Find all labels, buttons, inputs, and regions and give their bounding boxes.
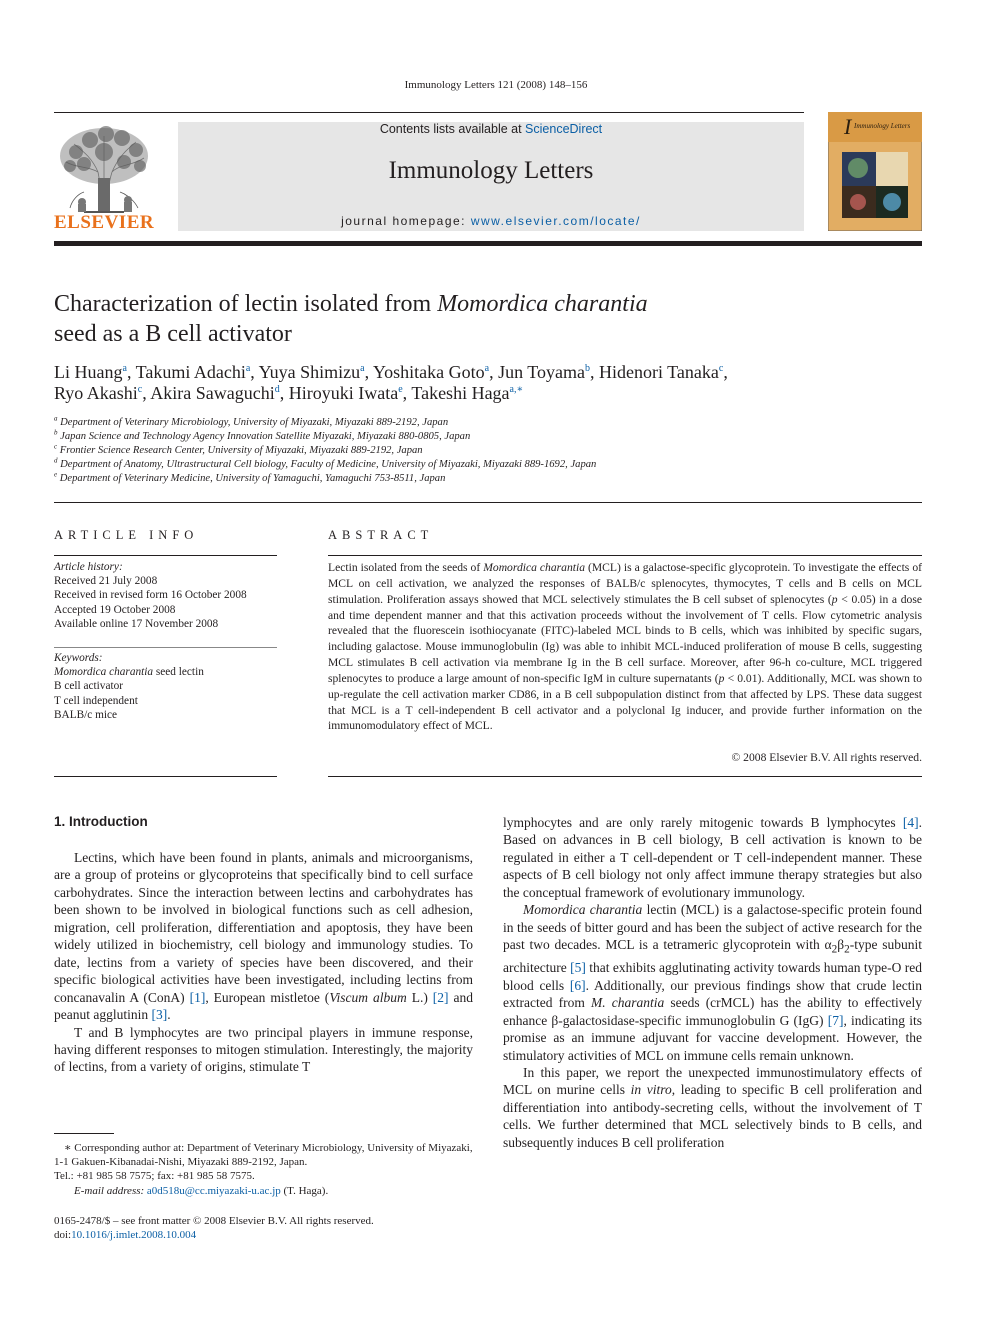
author-affiliation-mark[interactable]: b — [584, 363, 590, 374]
author-affiliation-mark[interactable]: e — [398, 384, 403, 395]
article-info-rule — [54, 555, 277, 556]
history-item-online: Available online 17 November 2008 — [54, 617, 219, 630]
intro-paragraph-4 — [503, 1064, 922, 1151]
history-label: Article history: — [54, 561, 123, 573]
author-affiliation-mark[interactable]: a — [122, 363, 127, 374]
affiliation-text: Department of Veterinary Medicine, University of Yamaguchi, Yamaguchi 753-8511, Japan — [59, 473, 446, 484]
affiliation-list — [54, 416, 922, 486]
text-seg: and peanut agglutinin — [54, 989, 473, 1023]
title-part2: seed as a B cell activator — [54, 321, 292, 347]
author-name: Yoshitaka Goto — [372, 362, 485, 382]
article-history — [54, 560, 277, 631]
affiliation-mark: e — [54, 470, 58, 479]
text-seg: that exhibits agglutinating activity towards human type-O red blood cells — [503, 960, 922, 993]
affiliations-rule — [54, 502, 922, 503]
author-name: Takumi Adachi — [135, 362, 246, 382]
author-separator: , — [142, 383, 151, 403]
sciencedirect-link[interactable]: ScienceDirect — [525, 122, 603, 136]
author-separator: , — [279, 383, 289, 403]
homepage-link[interactable]: www.elsevier.com/locate/ — [470, 214, 641, 228]
text-species: Momordica charantia — [523, 902, 643, 918]
body-column-right — [503, 814, 922, 1151]
abstract-p-value: p — [831, 592, 838, 606]
abstract-species: Momordica charantia — [483, 561, 585, 574]
text-seg: -type subunit architecture — [503, 937, 922, 976]
affiliation-mark: d — [54, 456, 58, 465]
author-separator: , — [364, 362, 373, 382]
abstract-seg: (MCL) is a galactose-specific glycoprotein. To investigate the effects of MCL on cell activation, we analyzed the responses of BALB/c splenocytes, thymocytes, T cells and B cells on MCL stimulation. Proliferation assays showed that MCL selectively stimulates the B cell subset of splenocytes ( — [328, 561, 922, 606]
title-part1: Characterization of lectin isolated from — [54, 291, 438, 317]
text-seg: β — [837, 937, 845, 953]
keyword-rest: seed lectin — [153, 666, 204, 679]
footnote-rule — [54, 1133, 114, 1134]
doi-line — [54, 1228, 473, 1242]
text-seg: seeds (crMCL) has the ability to effectively enhance β-galactosidase-specific immunoglobulin G (IgG) — [503, 995, 922, 1028]
doi-label: doi: — [54, 1229, 72, 1242]
email-suffix: (T. Haga). — [280, 1184, 329, 1197]
text-species: M. charantia — [590, 995, 665, 1011]
citation-link-2[interactable]: [2] — [432, 989, 449, 1005]
text-seg: , indicating its promise as an immune adjuvant for vaccine development. However, the stimulatory activities of MCL on immune cells remain unknown. — [503, 1012, 922, 1063]
author-separator: , — [250, 362, 259, 382]
footnote-star: ∗ — [64, 1142, 72, 1154]
affiliation-text: Department of Anatomy, Ultrastructural Cell biology, Faculty of Medicine, University of Miyazaki, Miyazaki 889-1692, Japan — [60, 459, 597, 470]
text-seg: lymphocytes and are only rarely mitogenic towards B lymphocytes — [503, 815, 903, 830]
text-seg: L.) — [406, 989, 433, 1005]
keywords-divider — [54, 647, 277, 648]
running-head: Immunology Letters 121 (2008) 148–156 — [404, 79, 588, 91]
subscript: 2 — [831, 943, 838, 956]
abstract-text — [328, 560, 922, 734]
footnote-tel: Tel.: +81 985 58 7575; fax: +81 985 58 7575. — [54, 1170, 255, 1183]
article-info-bottom-rule — [54, 776, 277, 777]
author-name: Ryo Akashi — [54, 383, 138, 403]
affiliation-text: Department of Veterinary Microbiology, University of Miyazaki, Miyazaki 889-2192, Japan — [60, 417, 449, 428]
top-rule — [54, 112, 804, 113]
abstract-rule — [328, 555, 922, 556]
author-affiliation-mark[interactable]: d — [274, 384, 280, 395]
keywords-label: Keywords: — [54, 652, 103, 664]
author-separator: , — [126, 362, 136, 382]
author-name: Hidenori Tanaka — [598, 362, 719, 382]
keyword-item: B cell activator — [54, 680, 124, 693]
affiliation-text: Frontier Science Research Center, University of Miyazaki, Miyazaki 889-2192, Japan — [59, 445, 423, 456]
body-column-left — [54, 849, 473, 1076]
footnote-email — [54, 1184, 473, 1198]
author-name: Li Huang — [54, 362, 123, 382]
text-seg: . Based on advances in B cell biology, B cell activation is known to be regulated in either a T cell-dependent or T cell-independent manner. These aspects of B cell biology not only affect immune therapy strategies but also the conceptual framework of evolutionary immunology. — [503, 815, 922, 900]
author-list — [54, 362, 922, 404]
author-name: Jun Toyama — [498, 362, 585, 382]
citation-link-1[interactable]: [1] — [189, 989, 206, 1005]
affiliation-item — [54, 416, 922, 430]
cover-title: Immunology Letters — [854, 122, 911, 130]
keyword-item: T cell independent — [54, 694, 138, 707]
article-title — [54, 289, 854, 349]
footnote-corresponding — [54, 1141, 473, 1169]
author-affiliation-mark[interactable]: c — [718, 363, 724, 374]
abstract-copyright: © 2008 Elsevier B.V. All rights reserved. — [731, 751, 922, 764]
citation-link-3[interactable]: [3] — [151, 1007, 168, 1023]
author-separator: , — [489, 362, 499, 382]
author-name: Akira Sawaguchi — [150, 383, 275, 403]
keyword-item: BALB/c mice — [54, 708, 118, 721]
author-affiliation-mark[interactable]: a — [360, 363, 365, 374]
text-seg: . Additionally, our previous findings show that crude lectin extracted from — [503, 977, 922, 1011]
journal-cover-thumbnail[interactable] — [828, 112, 922, 231]
citation-link-7[interactable]: [7] — [827, 1012, 844, 1028]
issn-line: 0165-2478/$ – see front matter © 2008 Elsevier B.V. All rights reserved. — [54, 1215, 374, 1227]
footnote-text: Corresponding author at: Department of Veterinary Microbiology, University of Miyazaki, 1-1 Gakuen-Kibanadai-Nishi, Miyazaki 889-2192, Japan. — [54, 1142, 473, 1169]
doi-link[interactable]: 10.1016/j.imlet.2008.10.004 — [71, 1229, 197, 1242]
author-name: Yuya Shimizu — [258, 362, 361, 382]
text-seg: , leading to specific B cell proliferation and differentiation into antibody-secreting cells, without the involvement of T cells. We further determined that MCL selectively binds to B cells, and subsequently induces B cell proliferation — [503, 1082, 923, 1150]
affiliation-item — [54, 430, 922, 444]
text-seg: In this paper, we report the unexpected immunostimulatory effects of MCL on murine cells — [503, 1065, 922, 1098]
intro-paragraph-3 — [503, 901, 922, 1064]
journal-name: Immunology Letters — [388, 157, 594, 184]
text-in-vitro: in vitro — [630, 1082, 672, 1098]
masthead-thick-rule — [54, 241, 922, 246]
author-affiliation-mark[interactable]: a — [484, 363, 490, 374]
author-affiliation-mark[interactable]: a — [245, 363, 251, 374]
affiliation-mark: b — [54, 428, 58, 437]
intro-paragraph-1 — [54, 849, 473, 1024]
contents-prefix: Contents lists available at — [379, 122, 526, 136]
affiliation-mark: c — [54, 442, 58, 451]
history-item-accepted: Accepted 19 October 2008 — [54, 603, 176, 616]
abstract-heading: ABSTRACT — [328, 528, 434, 542]
text-species: Viscum album — [329, 989, 407, 1005]
affiliation-item — [54, 472, 922, 486]
intro-paragraph-2-cont — [503, 814, 922, 901]
author-name: Hiroyuki Iwata — [288, 383, 399, 403]
title-species: Momordica charantia — [437, 291, 648, 317]
abstract-seg: < 0.05) in a dose and time dependent manner and that this activation proceeds without the involvement of T cells. Flow cytometric analysis revealed that the fluorescein isothiocyanate (FITC)-labeled MCL binds to B cells, which was inhibited by specific sugars, including galactose. Mouse immunoglobulin (Ig) was able to inhibit MCL-induced proliferation of mouse B cells, suggesting MCL stimulates B cell activation via membrane Ig in the B cell surface. Moreover, after 96-h co-culture, MCL triggered splenocytes to produce a large amount of non-specific IgM in culture supernatants ( — [328, 592, 922, 685]
abstract-seg: < 0.01). Additionally, MCL was shown to up-regulate the cell activation marker CD86, in a B cell subpopulation distinct from that affected by LPS. These data suggest that MCL is a T cell-independent B cell activator and a polyclonal Ig inducer, and provide further information on the immunomodulatory effect of MCL. — [328, 671, 922, 733]
author-separator: , — [723, 362, 728, 382]
email-link[interactable]: a0d518u@cc.miyazaki-u.ac.jp — [146, 1184, 281, 1197]
article-identifiers — [54, 1214, 473, 1242]
citation-link-6[interactable]: [6] — [569, 977, 586, 993]
cover-title-initial: I — [844, 114, 852, 139]
elsevier-wordmark: ELSEVIER — [54, 212, 155, 233]
citation-link-5[interactable]: [5] — [570, 960, 586, 976]
keywords — [54, 651, 277, 722]
homepage-line — [178, 214, 804, 228]
author-affiliation-mark[interactable]: c — [137, 384, 143, 395]
homepage-prefix: journal homepage: — [341, 214, 471, 228]
contents-line — [178, 122, 804, 136]
section-heading-introduction: 1. Introduction — [54, 814, 148, 829]
affiliation-mark: a — [54, 414, 58, 423]
keyword-species: Momordica charantia — [54, 666, 154, 679]
keyword-item — [54, 665, 277, 679]
citation-link-4[interactable]: [4] — [902, 815, 919, 830]
text-seg: , European mistletoe ( — [205, 989, 330, 1005]
author-name: Takeshi Haga — [411, 383, 510, 403]
affiliation-item — [54, 458, 922, 472]
abstract-p-value: p — [718, 671, 725, 685]
abstract-seg: Lectin isolated from the seeds of — [328, 561, 484, 574]
abstract-bottom-rule — [328, 776, 922, 777]
history-item-received: Received 21 July 2008 — [54, 575, 158, 588]
text-seg: . — [167, 1007, 171, 1023]
history-item-revised: Received in revised form 16 October 2008 — [54, 589, 247, 602]
corresponding-author-footnote — [54, 1141, 473, 1198]
text-seg: Lectins, which have been found in plants, animals and microorganisms, are a group of proteins or glycoproteins that specifically bind to cell surface carbohydrates. Since the interaction between lectins and carbohydrates has been shown to be involved in biological functions such as cell adhesion, migration, cell proliferation, differentiation and apoptosis, they have been widely utilized in biochemistry, cell biology and immunology studies. To date, lectins from a variety of species have been discovered, and their specific biological activities have been investigated, including lectins from concanavalin A (ConA) — [54, 850, 473, 1005]
email-label: E-mail address: — [74, 1184, 147, 1197]
affiliation-item — [54, 444, 922, 458]
subscript: 2 — [844, 943, 850, 956]
affiliation-text: Japan Science and Technology Agency Innovation Satellite Miyazaki, Miyazaki 880-0805, Japan — [60, 431, 471, 442]
author-separator: , — [402, 383, 412, 403]
author-separator: , — [589, 362, 599, 382]
intro-paragraph-2: T and B lymphocytes are two principal players in immune response, having different responses to mitogen stimulation. Interestingly, the majority of lectins, from a variety of origins, stimulate T — [54, 1024, 473, 1075]
text-seg: lectin (MCL) is a galactose-specific protein found in the seeds of bitter gourd and has been the subject of active research for the past two decades. MCL is a tetrameric glycoprotein with α — [503, 902, 922, 953]
author-affiliation-mark[interactable]: a,∗ — [509, 384, 524, 395]
article-info-heading: ARTICLE INFO — [54, 528, 199, 542]
